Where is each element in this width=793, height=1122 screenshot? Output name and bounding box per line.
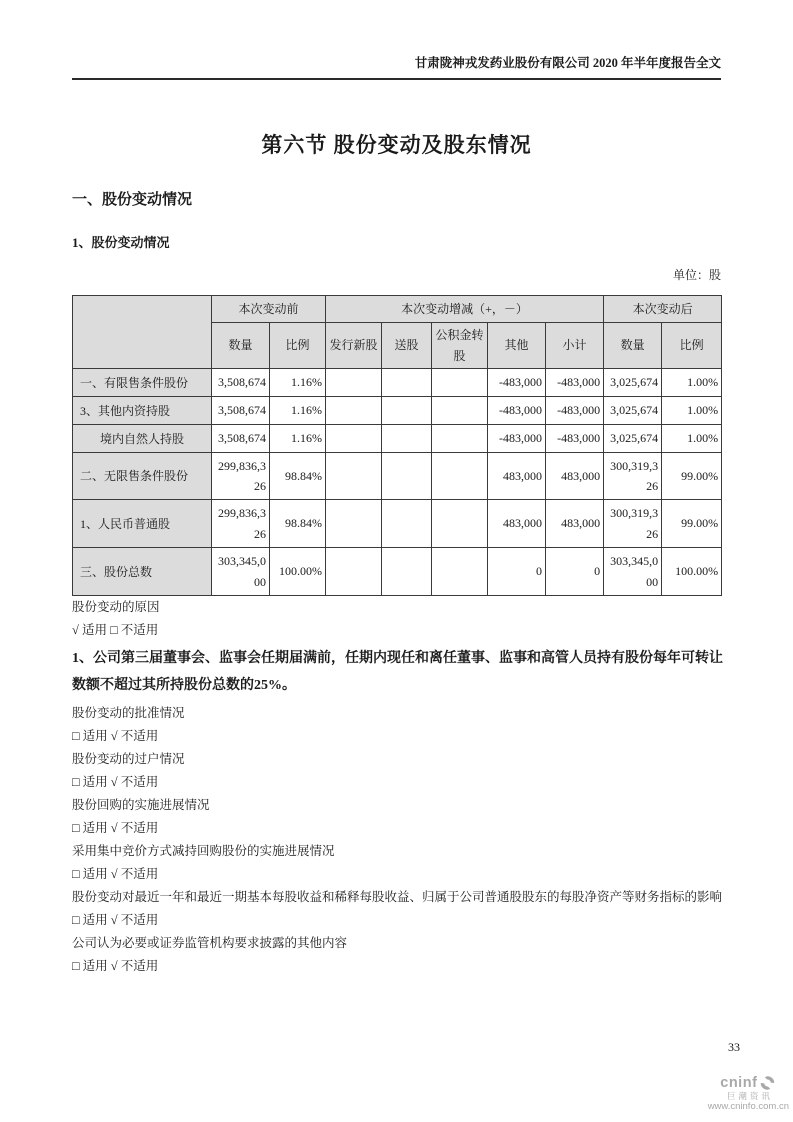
table-cell xyxy=(382,548,432,596)
row-label: 二、无限售条件股份 xyxy=(73,453,212,500)
row-label: 境内自然人持股 xyxy=(73,425,212,453)
table-cell xyxy=(382,397,432,425)
table-cell: 299,836,326 xyxy=(212,453,270,500)
table-cell: 1.00% xyxy=(662,369,722,397)
table-cell: -483,000 xyxy=(546,397,604,425)
share-change-table xyxy=(72,295,722,596)
corner-cell xyxy=(73,296,212,369)
column-header: 发行新股 xyxy=(326,323,382,369)
note-line: □ 适用 √ 不适用 xyxy=(72,913,159,927)
note-line: 股份变动对最近一年和最近一期基本每股收益和稀释每股收益、归属于公司普通股股东的每股净资产等财务指标的影响 xyxy=(72,890,723,904)
table-cell: -483,000 xyxy=(488,369,546,397)
note-paragraph: 1、公司第三届董事会、监事会任期届满前，任期内现任和离任董事、监事和高管人员持有股份每年可转让数额不超过其所持股份总数的25%。 xyxy=(72,651,723,693)
column-header: 送股 xyxy=(382,323,432,369)
table-cell: 0 xyxy=(488,548,546,596)
table-cell xyxy=(326,425,382,453)
cninfo-url: www.cninfo.com.cn xyxy=(707,1101,789,1113)
table-cell: 100.00% xyxy=(270,548,326,596)
note-line: 公司认为必要或证券监管机构要求披露的其他内容 xyxy=(72,936,348,950)
note-line: □ 适用 √ 不适用 xyxy=(72,959,159,973)
table-row xyxy=(73,397,722,425)
table-cell: 1.16% xyxy=(270,425,326,453)
page-number: 33 xyxy=(728,1040,740,1054)
table-cell: 483,000 xyxy=(546,453,604,500)
row-label: 1、人民币普通股 xyxy=(73,500,212,548)
table-cell: 3,025,674 xyxy=(604,369,662,397)
note-line: √ 适用 □ 不适用 xyxy=(72,623,159,637)
row-label: 一、有限售条件股份 xyxy=(73,369,212,397)
table-cell xyxy=(432,500,488,548)
table-row xyxy=(73,548,722,596)
column-header: 数量 xyxy=(212,323,270,369)
table-cell xyxy=(382,453,432,500)
table-cell xyxy=(432,548,488,596)
note-line: □ 适用 √ 不适用 xyxy=(72,729,159,743)
report-header: 甘肃陇神戎发药业股份有限公司 2020 年半年度报告全文 xyxy=(72,53,721,80)
subsection-heading: 1、股份变动情况 xyxy=(72,235,170,250)
group-header-before: 本次变动前 xyxy=(212,296,326,323)
column-header: 小计 xyxy=(546,323,604,369)
table-cell: 0 xyxy=(546,548,604,596)
table-cell xyxy=(382,425,432,453)
row-label: 三、股份总数 xyxy=(73,548,212,596)
section-heading: 一、股份变动情况 xyxy=(72,192,193,208)
table-cell: 3,508,674 xyxy=(212,397,270,425)
table-cell: 3,025,674 xyxy=(604,397,662,425)
table-cell: 1.00% xyxy=(662,425,722,453)
cninfo-chinese-name: 巨潮资讯 xyxy=(726,1090,773,1101)
row-label: 3、其他内资持股 xyxy=(73,397,212,425)
table-cell: 300,319,326 xyxy=(604,453,662,500)
table-cell: 1.16% xyxy=(270,369,326,397)
note-line: 采用集中竞价方式减持回购股份的实施进展情况 xyxy=(72,844,335,858)
column-header: 比例 xyxy=(662,323,722,369)
table-cell: -483,000 xyxy=(488,397,546,425)
column-header: 其他 xyxy=(488,323,546,369)
table-cell: 1.16% xyxy=(270,397,326,425)
table-cell xyxy=(382,500,432,548)
table-group-header-row xyxy=(73,296,722,323)
table-cell xyxy=(432,453,488,500)
table-cell: -483,000 xyxy=(546,369,604,397)
table-cell xyxy=(432,369,488,397)
table-body xyxy=(73,369,722,596)
note-line: □ 适用 √ 不适用 xyxy=(72,867,159,881)
table-cell xyxy=(326,453,382,500)
table-row xyxy=(73,453,722,500)
document-title: 第六节 股份变动及股东情况 xyxy=(261,133,532,157)
table-row xyxy=(73,500,722,548)
table-cell: -483,000 xyxy=(488,425,546,453)
table-cell: 300,319,326 xyxy=(604,500,662,548)
table-cell: -483,000 xyxy=(546,425,604,453)
table-cell xyxy=(326,397,382,425)
note-line: 股份变动的批准情况 xyxy=(72,706,185,720)
notes xyxy=(72,599,742,981)
table-cell: 100.00% xyxy=(662,548,722,596)
cninfo-swoosh-icon xyxy=(759,1075,776,1091)
column-header: 公积金转股 xyxy=(432,323,488,369)
table-cell: 3,025,674 xyxy=(604,425,662,453)
table-cell: 3,508,674 xyxy=(212,369,270,397)
note-line: □ 适用 √ 不适用 xyxy=(72,775,159,789)
table-cell xyxy=(382,369,432,397)
table-cell: 303,345,000 xyxy=(212,548,270,596)
table-cell: 1.00% xyxy=(662,397,722,425)
note-line: 股份回购的实施进展情况 xyxy=(72,798,210,812)
table-cell: 303,345,000 xyxy=(604,548,662,596)
table-cell xyxy=(326,369,382,397)
table-cell: 3,508,674 xyxy=(212,425,270,453)
group-header-after: 本次变动后 xyxy=(604,296,722,323)
cninfo-brand: cninf xyxy=(720,1075,758,1091)
note-line: 股份变动的原因 xyxy=(72,600,160,614)
table-cell: 99.00% xyxy=(662,453,722,500)
table-cell xyxy=(432,397,488,425)
table-cell: 483,000 xyxy=(488,500,546,548)
unit-label: 单位：股 xyxy=(672,268,721,282)
note-line: 股份变动的过户情况 xyxy=(72,752,185,766)
table-cell: 483,000 xyxy=(488,453,546,500)
table-cell xyxy=(326,548,382,596)
table-cell: 98.84% xyxy=(270,453,326,500)
table-cell: 483,000 xyxy=(546,500,604,548)
table-cell xyxy=(432,425,488,453)
column-header: 比例 xyxy=(270,323,326,369)
table-cell: 98.84% xyxy=(270,500,326,548)
table-cell: 299,836,326 xyxy=(212,500,270,548)
note-line: □ 适用 √ 不适用 xyxy=(72,821,159,835)
table-cell: 99.00% xyxy=(662,500,722,548)
table-cell xyxy=(326,500,382,548)
column-header: 数量 xyxy=(604,323,662,369)
group-header-change: 本次变动增减（+，－） xyxy=(326,296,604,323)
table-row xyxy=(73,369,722,397)
cninfo-logo xyxy=(708,1075,789,1113)
table-row xyxy=(73,425,722,453)
